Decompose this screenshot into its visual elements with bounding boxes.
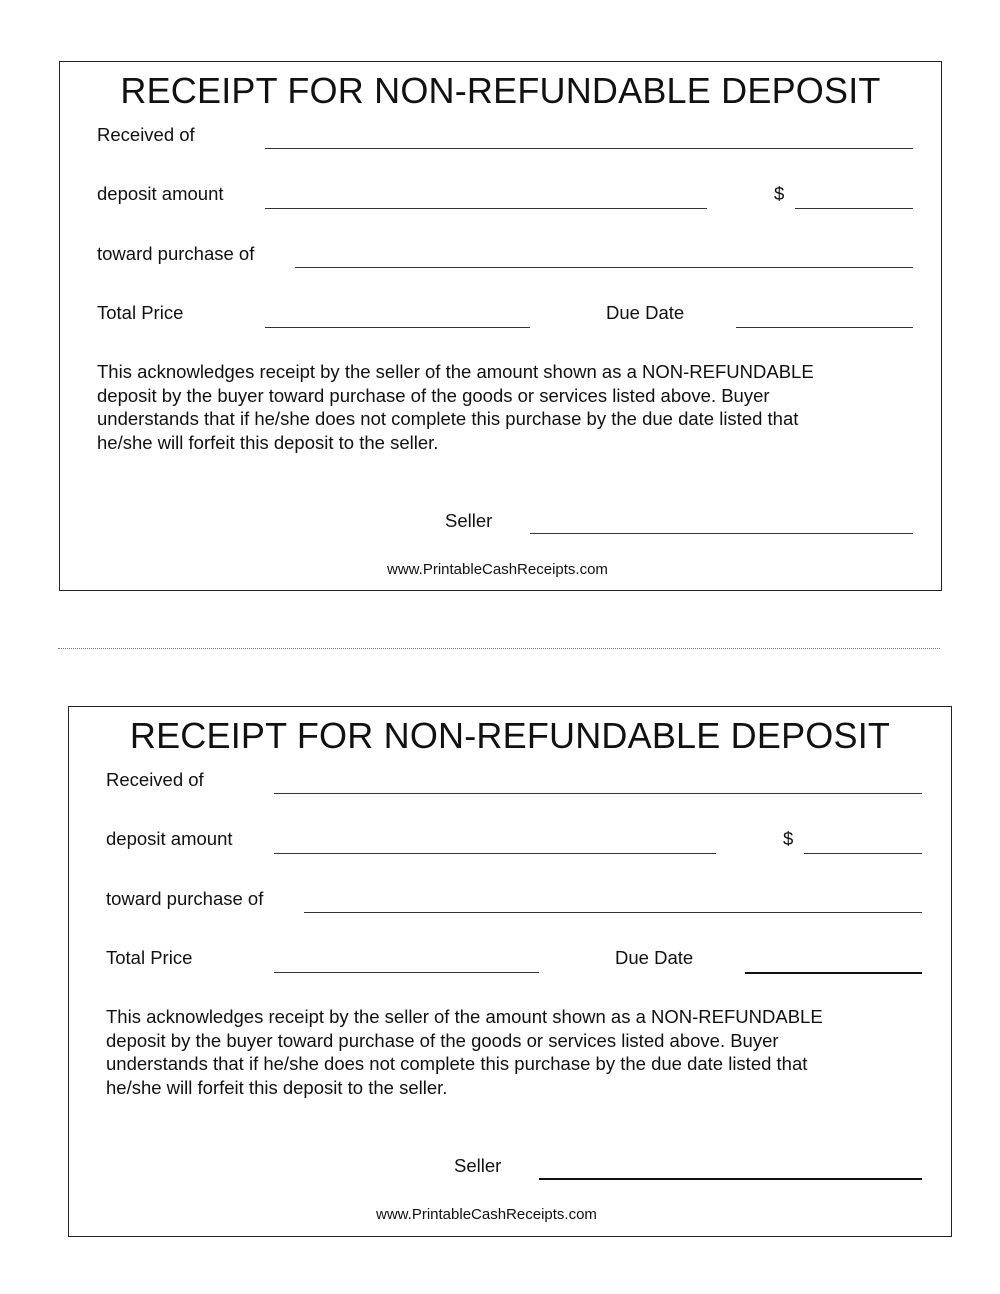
- deposit-amount-label: deposit amount: [106, 828, 233, 849]
- seller-signature-field[interactable]: [530, 533, 913, 534]
- acknowledgment-text: [97, 360, 887, 454]
- seller-label: Seller: [454, 1155, 502, 1176]
- acknowledgment-line: This acknowledges receipt by the seller of the amount shown as a NON-REFUNDABLE: [106, 1006, 823, 1027]
- total-price-label: Total Price: [97, 302, 184, 323]
- due-date-field[interactable]: [745, 972, 922, 974]
- seller-label: Seller: [445, 510, 493, 531]
- footer-url: www.PrintableCashReceipts.com: [387, 561, 608, 578]
- toward-purchase-label: toward purchase of: [106, 888, 264, 909]
- acknowledgment-line: he/she will forfeit this deposit to the seller.: [97, 431, 439, 453]
- acknowledgment-line: This acknowledges receipt by the seller of the amount shown as a NON-REFUNDABLE: [97, 361, 814, 382]
- acknowledgment-line: understands that if he/she does not complete this purchase by the due date listed that: [97, 408, 799, 429]
- due-date-field[interactable]: [736, 327, 913, 328]
- cut-line-divider: [58, 648, 940, 649]
- receipt-title: RECEIPT FOR NON-REFUNDABLE DEPOSIT: [120, 70, 881, 111]
- deposit-amount-label: deposit amount: [97, 183, 224, 204]
- acknowledgment-text: [106, 1005, 896, 1099]
- acknowledgment-line: deposit by the buyer toward purchase of the goods or services listed above. Buyer: [97, 384, 770, 406]
- due-date-label: Due Date: [615, 947, 694, 968]
- toward-purchase-field[interactable]: [295, 267, 913, 268]
- receipt-title: RECEIPT FOR NON-REFUNDABLE DEPOSIT: [129, 715, 891, 756]
- toward-purchase-field[interactable]: [304, 912, 922, 913]
- received-of-field[interactable]: [274, 793, 922, 794]
- total-price-field[interactable]: [265, 327, 530, 328]
- seller-signature-field[interactable]: [539, 1178, 922, 1180]
- total-price-field[interactable]: [274, 972, 539, 973]
- toward-purchase-label: toward purchase of: [97, 243, 255, 264]
- received-of-label: Received of: [97, 124, 195, 145]
- dollar-sign: $: [774, 183, 785, 204]
- acknowledgment-line: deposit by the buyer toward purchase of the goods or services listed above. Buyer: [106, 1029, 779, 1051]
- due-date-label: Due Date: [606, 302, 685, 323]
- dollar-amount-field[interactable]: [804, 853, 922, 854]
- receipt-card-bottom: [68, 706, 952, 1237]
- total-price-label: Total Price: [106, 947, 193, 968]
- deposit-amount-field[interactable]: [274, 853, 716, 854]
- dollar-amount-field[interactable]: [795, 208, 913, 209]
- dollar-sign: $: [783, 828, 794, 849]
- footer-url: www.PrintableCashReceipts.com: [376, 1206, 597, 1223]
- deposit-amount-field[interactable]: [265, 208, 707, 209]
- receipt-card-top: [59, 61, 942, 591]
- received-of-label: Received of: [106, 769, 204, 790]
- acknowledgment-line: he/she will forfeit this deposit to the seller.: [106, 1076, 448, 1098]
- acknowledgment-line: understands that if he/she does not complete this purchase by the due date listed that: [106, 1053, 808, 1074]
- received-of-field[interactable]: [265, 148, 913, 149]
